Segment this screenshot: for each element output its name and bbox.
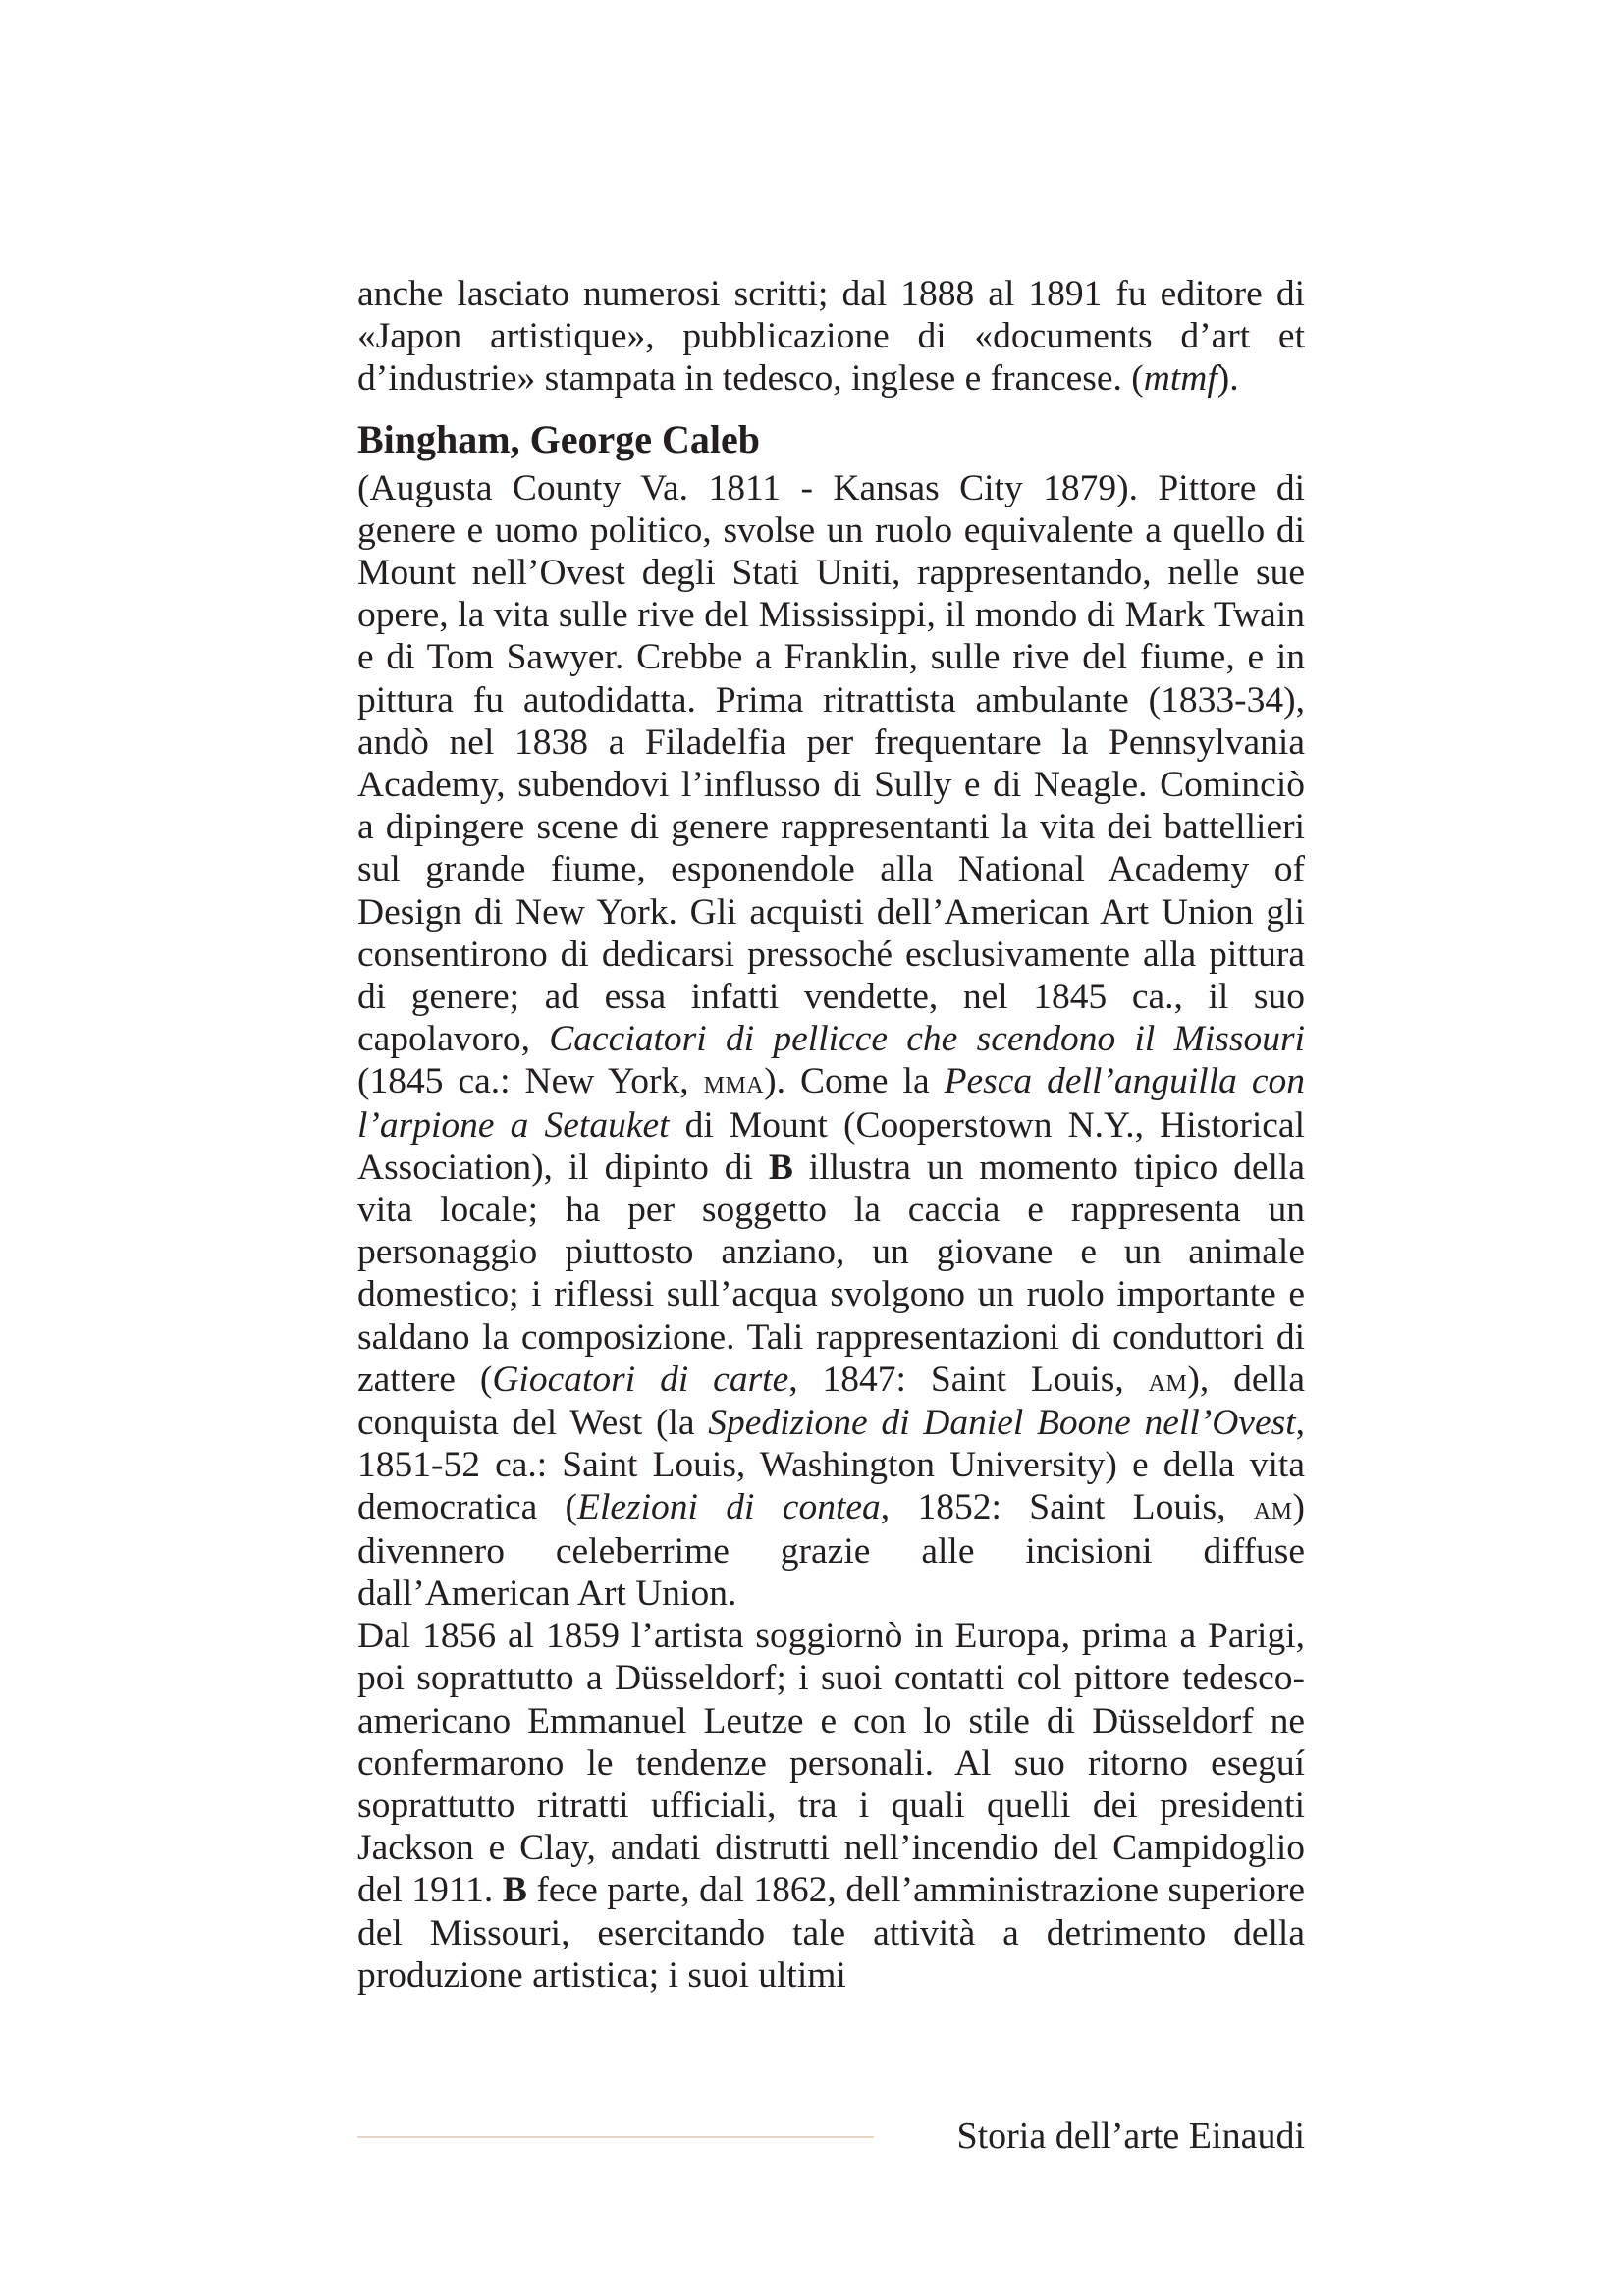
text-run: di Mount (Cooperstown N.Y., Historical Association), il dipinto di	[357, 1104, 1305, 1188]
footer-label: Storia dell’arte Einaudi	[956, 2115, 1305, 2157]
entry-paragraph-1	[357, 467, 1305, 1615]
entry-title: Bingham, George Caleb	[357, 416, 760, 461]
intro-text-end: ).	[1217, 358, 1239, 400]
page-footer	[357, 2112, 1305, 2162]
text-run: Dal 1856 al 1859 l’artista soggiornò in Europa, prima a Parigi, poi soprattutto a Düsseldorf; i suoi contatti col pittore tedesco-americano Emmanuel Leutze e con lo stile di Düsseldorf ne confermarono le tendenze personali. Al suo ritorno eseguí soprattutto ritratti ufficiali, tra i quali quelli dei presidenti Jackson e Clay, andati distrutti nell’incendio del Campidoglio del 1911.	[357, 1616, 1305, 1911]
subject-abbreviation: B	[768, 1147, 793, 1188]
page-body	[357, 273, 1305, 1997]
text-run: ). Come la	[764, 1061, 945, 1102]
text-run: (Augusta County Va. 1811 - Kansas City 1879). Pittore di genere e uomo politico, svolse un ruolo equivalente a quello di Mount nell’Ovest degli Stati Uniti, rappresentando, nelle sue opere, la vita sulle rive del Mississippi, il mondo di Mark Twain e di Tom Sawyer. Crebbe a Franklin, sulle rive del fiume, e in pittura fu autodidatta. Prima ritrattista ambulante (1833-34), andò nel 1838 a Filadelfia per frequentare la Pennsylvania Academy, subendovi l’influsso di Sully e di Neagle. Cominciò a dipingere scene di genere rappresentanti la vita dei battellieri sul grande fiume, esponendole alla National Academy of Design di New York. Gli acquisti dell’American Art Union gli consentirono di dedicarsi pressoché esclusivamente alla pittura di genere; ad essa infatti vendette, nel 1845 ca., il suo capolavoro,	[357, 467, 1305, 1060]
museum-abbreviation: mma	[703, 1063, 765, 1101]
artwork-title: Elezioni di contea	[577, 1487, 881, 1528]
text-run: fece parte, dal 1862, dell’amministrazione superiore del Missouri, esercitando tale attività a detrimento della produzione artistica; i suoi ultimi	[357, 1870, 1305, 1996]
museum-abbreviation: am	[1253, 1489, 1293, 1527]
text-run: ) divennero celeberrime grazie alle incisioni diffuse dall’American Art Union.	[357, 1487, 1305, 1614]
artwork-title: Spedizione di Daniel Boone nell’Ovest	[708, 1403, 1296, 1444]
text-run: , 1847: Saint Louis,	[788, 1359, 1149, 1400]
entry-paragraph-2	[357, 1615, 1305, 1997]
author-tag: mtmf	[1143, 358, 1217, 400]
text-run: illustra un momento tipico della vita locale; ha per soggetto la caccia e rappresenta un personaggio piuttosto anziano, un giovane e un animale domestico; i riflessi sull’acqua svolgono un ruolo importante e saldano la composizione. Tali rappresentazioni di conduttori di zattere (	[357, 1147, 1305, 1400]
text-run: , 1851-52 ca.: Saint Louis, Washington University) e della vita democratica (	[357, 1403, 1305, 1528]
text-run: ), della conquista del West (la	[357, 1359, 1305, 1444]
artwork-title: Giocatori di carte	[492, 1359, 789, 1400]
text-run: , 1852: Saint Louis,	[880, 1487, 1254, 1528]
museum-abbreviation: am	[1148, 1361, 1188, 1399]
artwork-title: Cacciatori di pellicce che scendono il Missouri	[549, 1019, 1305, 1060]
footer-rule	[357, 2136, 874, 2138]
text-run: (1845 ca.: New York,	[357, 1061, 704, 1102]
artwork-title: Pesca dell’anguilla con l’arpione a Setauket	[357, 1061, 1305, 1146]
intro-paragraph	[357, 273, 1305, 400]
subject-abbreviation: B	[502, 1870, 527, 1911]
intro-text: anche lasciato numerosi scritti; dal 1888 al 1891 fu editore di «Japon artistique», pubblicazione di «documents d’art et d’industrie» stampata in tedesco, inglese e francese. (	[357, 274, 1305, 400]
